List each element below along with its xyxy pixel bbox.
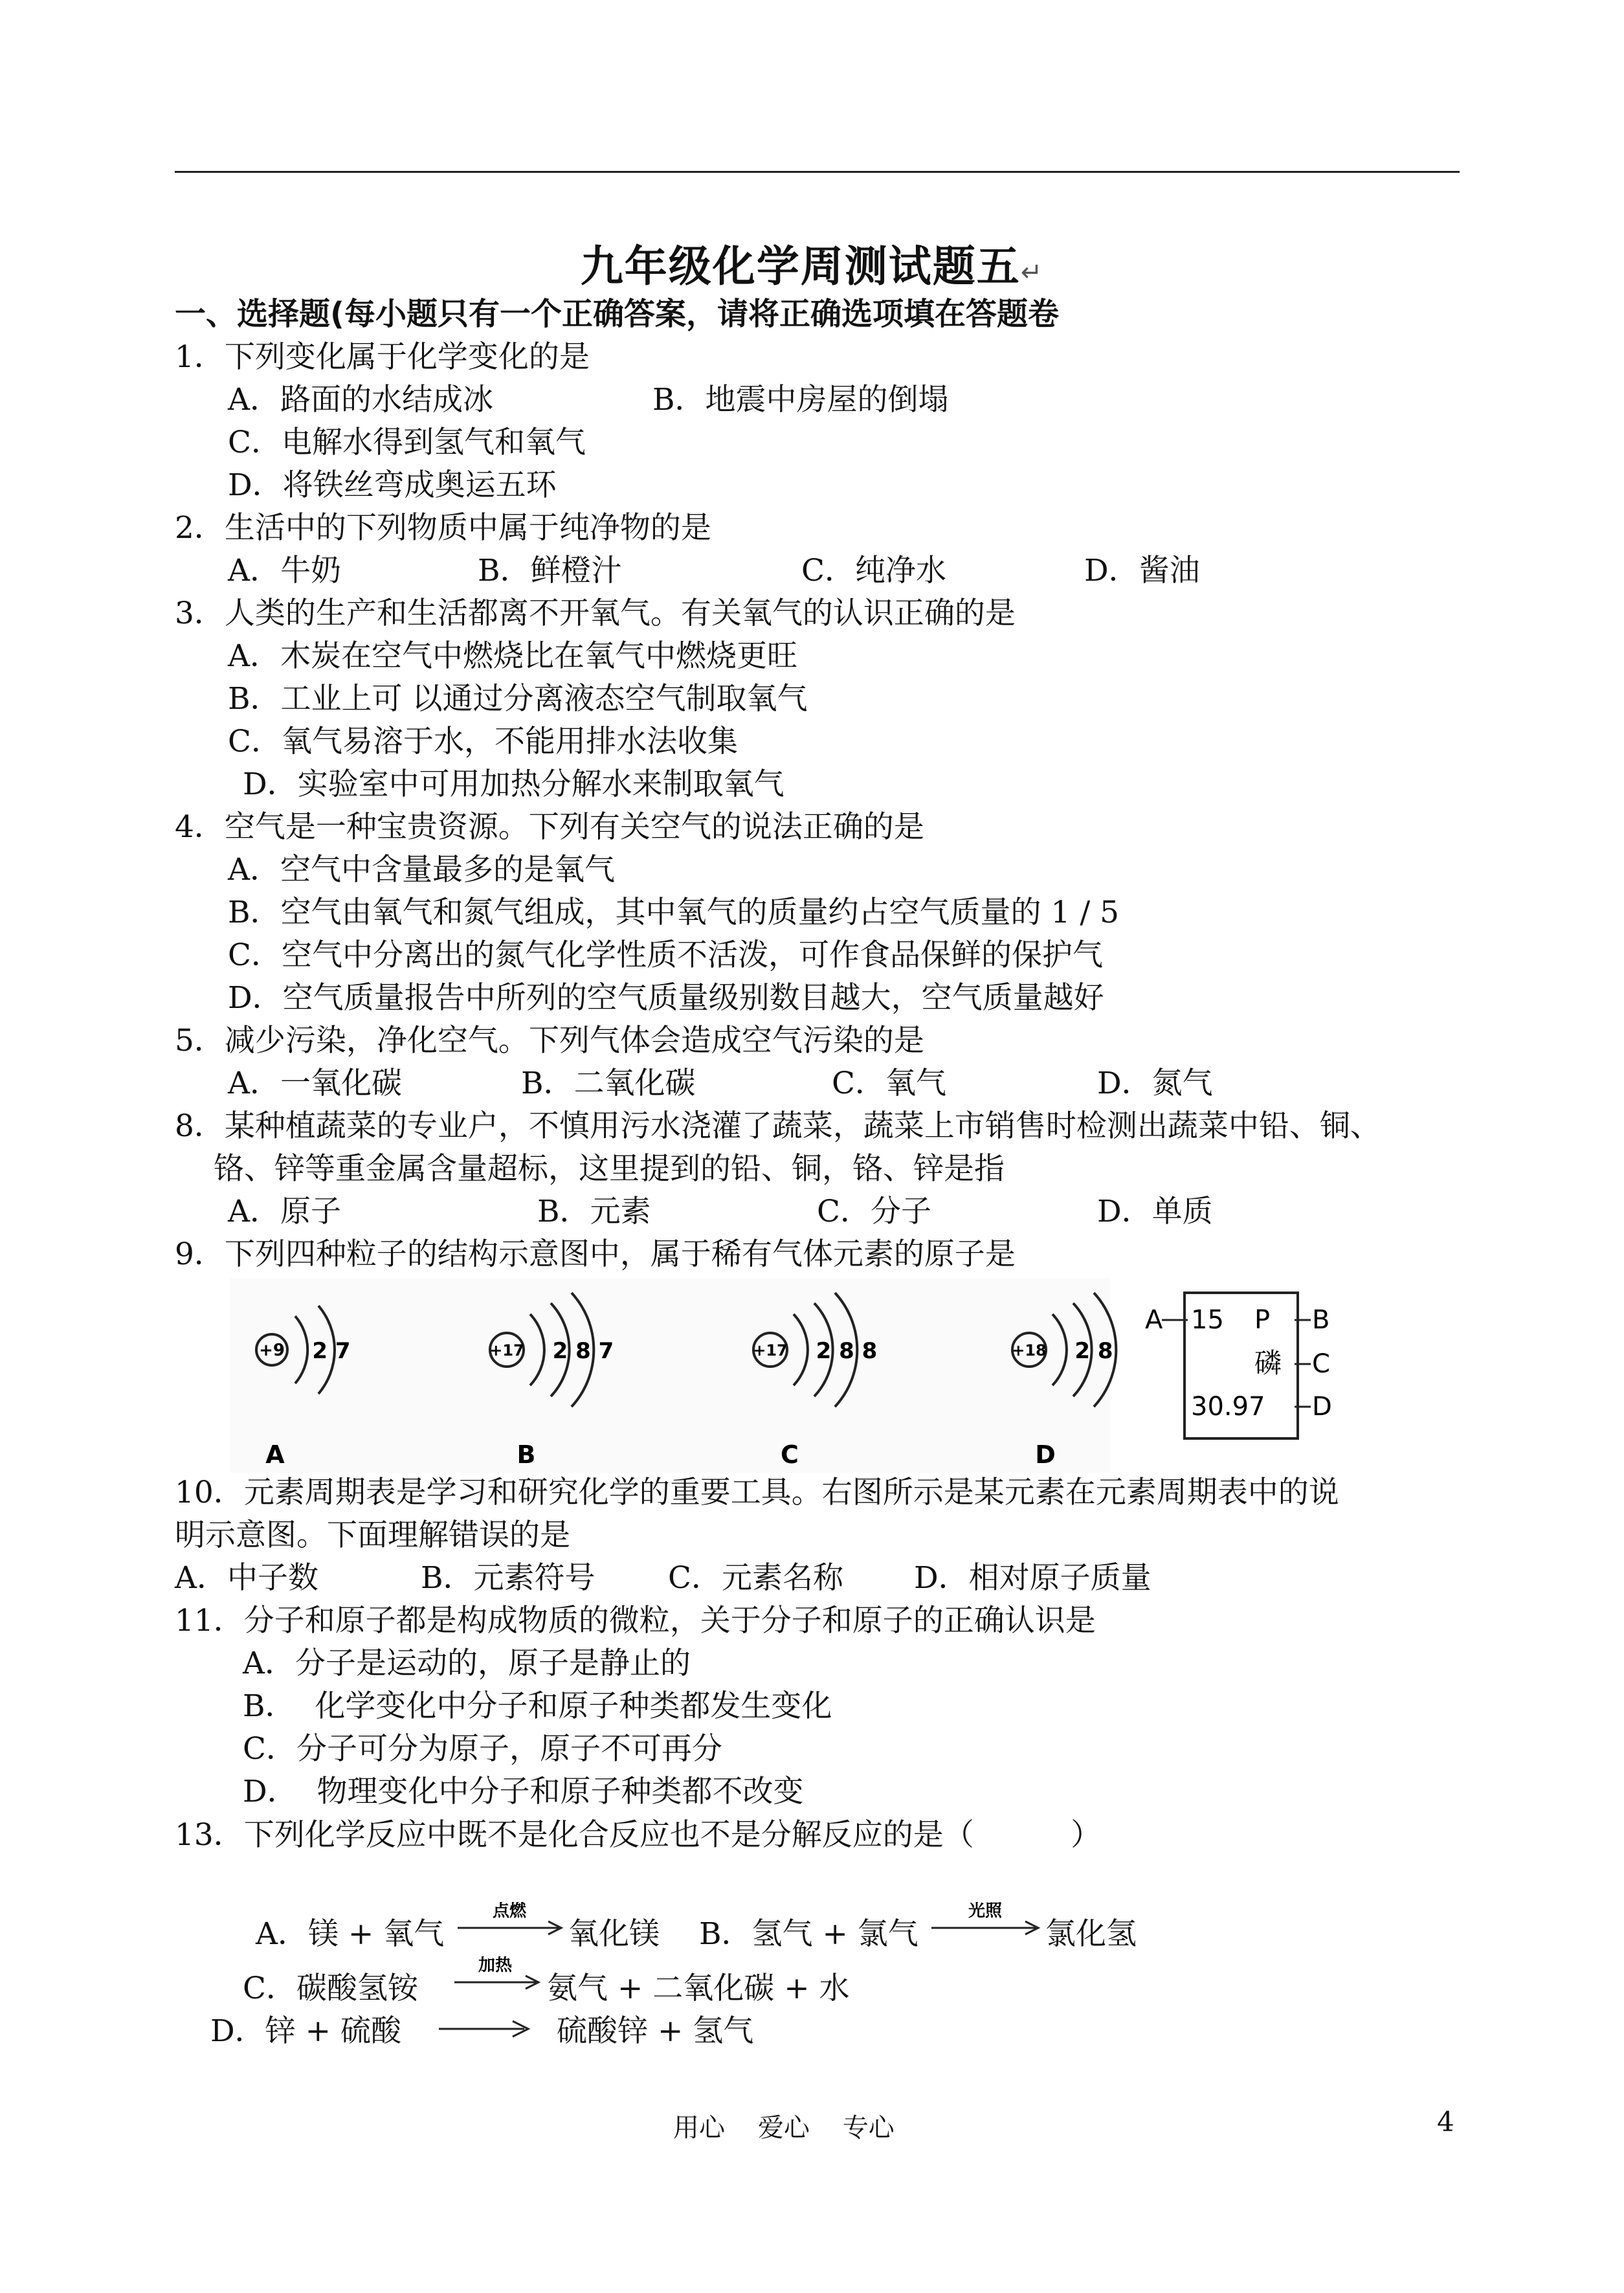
- q13-d-arrow: [438, 2016, 535, 2042]
- q4-option-c: C．空气中分离出的氮气化学性质不活泼，可作食品保鲜的保护气: [228, 937, 1103, 973]
- q13-option-d-reactants: D．锌 + 硫酸: [210, 2013, 401, 2049]
- q1-option-b: B．地震中房屋的倒塌: [652, 382, 949, 418]
- q1-option-a: A．路面的水结成冰: [228, 382, 493, 418]
- paragraph-mark: ↵: [1020, 258, 1044, 287]
- q1-stem: 1．下列变化属于化学变化的是: [175, 339, 590, 375]
- q13-b-arrow: [930, 1902, 1043, 1941]
- card-label-d: D: [1312, 1392, 1332, 1422]
- atom-a-shells: 2 7: [312, 1338, 351, 1364]
- title-text: 九年级化学周测试题五: [580, 241, 1021, 291]
- q8-option-c: C．分子: [817, 1194, 931, 1229]
- q13-c-arrow: [453, 1956, 544, 1995]
- page-title: [0, 232, 1624, 293]
- q13-option-c-reactants: C．碳酸氢铵: [243, 1971, 418, 2006]
- atom-d-nucleus: +18: [1012, 1341, 1047, 1359]
- q10-stem-line1: 10．元素周期表是学习和研究化学的重要工具。右图所示是某元素在元素周期表中的说: [175, 1475, 1339, 1510]
- page-number: 4: [1437, 2106, 1454, 2138]
- q9-stem: 9．下列四种粒子的结构示意图中，属于稀有气体元素的原子是: [175, 1236, 1016, 1272]
- atom-b-shells: 2 8 7: [552, 1338, 614, 1364]
- atom-a-label: A: [265, 1440, 285, 1469]
- q3-option-a: A．木炭在空气中燃烧比在氧气中燃烧更旺: [228, 638, 797, 674]
- q2-option-d: D．酱油: [1084, 553, 1200, 588]
- q8-option-b: B．元素: [537, 1194, 651, 1229]
- q13-b-condition: 光照: [968, 1902, 1003, 1921]
- q3-stem: 3．人类的生产和生活都离不开氧气。有关氧气的认识正确的是: [175, 596, 1016, 631]
- q4-option-a: A．空气中含量最多的是氧气: [228, 852, 615, 888]
- q11-option-c: C．分子可分为原子，原子不可再分: [243, 1731, 722, 1767]
- q10-option-a: A．中子数: [175, 1560, 318, 1596]
- q11-option-b: B． 化学变化中分子和原子种类都发生变化: [243, 1688, 832, 1724]
- q2-option-c: C．纯净水: [801, 553, 946, 588]
- card-atomic-mass: 30.97: [1191, 1392, 1265, 1422]
- atom-c-nucleus: +17: [753, 1341, 788, 1359]
- q5-option-a: A．一氧化碳: [228, 1066, 402, 1101]
- q13-c-condition: 加热: [478, 1956, 513, 1975]
- q13-stem: 13．下列化学反应中既不是化合反应也不是分解反应的是（ ）: [175, 1817, 1102, 1853]
- q3-option-d: D．实验室中可用加热分解水来制取氧气: [243, 766, 784, 802]
- q5-option-b: B．二氧化碳: [521, 1066, 696, 1101]
- q4-stem: 4．空气是一种宝贵资源。下列有关空气的说法正确的是: [175, 809, 924, 845]
- atom-structure-diagrams: [230, 1279, 1343, 1473]
- q2-stem: 2．生活中的下列物质中属于纯净物的是: [175, 510, 711, 546]
- atom-b-label: B: [517, 1440, 536, 1469]
- q13-option-a-reactants: A．镁 + 氧气: [256, 1916, 445, 1952]
- atom-b-nucleus: +17: [489, 1341, 524, 1359]
- q8-stem-line1: 8．某种植蔬菜的专业户，不慎用污水浇灌了蔬菜，蔬菜上市销售时检测出蔬菜中铅、铜、: [175, 1108, 1381, 1144]
- q4-option-b: B．空气由氧气和氮气组成，其中氧气的质量约占空气质量的 1 / 5: [228, 895, 1119, 930]
- q13-option-b-products: 氯化氢: [1045, 1916, 1137, 1952]
- q1-option-d: D．将铁丝弯成奥运五环: [228, 467, 557, 503]
- q8-option-d: D．单质: [1097, 1194, 1213, 1229]
- atom-d-shells: 2 8: [1074, 1338, 1113, 1364]
- q2-option-a: A．牛奶: [228, 553, 341, 588]
- atom-c-shells: 2 8 8: [816, 1338, 878, 1364]
- q13-option-c-products: 氨气 + 二氧化碳 + 水: [547, 1971, 850, 2006]
- q8-option-a: A．原子: [228, 1194, 341, 1229]
- card-symbol: P: [1254, 1305, 1271, 1335]
- q3-option-c: C．氧气易溶于水，不能用排水法收集: [228, 724, 738, 759]
- q5-option-d: D．氮气: [1097, 1066, 1213, 1101]
- q5-option-c: C．氧气: [832, 1066, 946, 1101]
- q10-option-b: B．元素符号: [421, 1560, 595, 1596]
- q10-option-c: C．元素名称: [668, 1560, 843, 1596]
- q10-stem-line2: 明示意图。下面理解错误的是: [175, 1517, 570, 1553]
- q1-option-c: C．电解水得到氢气和氧气: [228, 425, 586, 460]
- q3-option-b: B．工业上可 以通过分离液态空气制取氧气: [228, 681, 808, 717]
- atom-d-label: D: [1035, 1440, 1056, 1469]
- card-atomic-number: 15: [1191, 1305, 1224, 1335]
- q2-option-b: B．鲜橙汁: [478, 553, 622, 588]
- q13-a-condition: 点燃: [492, 1902, 527, 1921]
- q8-stem-line2: 铬、锌等重金属含量超标，这里提到的铅、铜，铬、锌是指: [214, 1151, 1005, 1187]
- atom-a-nucleus: +9: [259, 1341, 285, 1360]
- footer-motto: 用心 爱心 专心: [673, 2113, 895, 2143]
- atom-c-label: C: [781, 1440, 799, 1469]
- section-heading: 一、选择题(每小题只有一个正确答案，请将正确选项填在答题卷: [175, 296, 1059, 332]
- element-card: [1145, 1293, 1332, 1438]
- q11-stem: 11．分子和原子都是构成物质的微粒，关于分子和原子的正确认识是: [175, 1603, 1096, 1639]
- q10-option-d: D．相对原子质量: [914, 1560, 1151, 1596]
- card-label-b: B: [1312, 1305, 1330, 1335]
- card-element-name: 磷: [1254, 1347, 1282, 1379]
- q11-option-a: A．分子是运动的，原子是静止的: [243, 1646, 691, 1681]
- q5-stem: 5．减少污染，净化空气。下列气体会造成空气污染的是: [175, 1023, 924, 1058]
- q13-option-d-products: 硫酸锌 + 氢气: [557, 2013, 754, 2049]
- q4-option-d: D．空气质量报告中所列的空气质量级别数目越大，空气质量越好: [228, 980, 1104, 1016]
- card-label-c: C: [1312, 1349, 1330, 1379]
- q11-option-d: D． 物理变化中分子和原子种类都不改变: [243, 1774, 804, 1809]
- header-rule: [175, 171, 1460, 173]
- q13-option-a-products: 氧化镁: [568, 1916, 660, 1952]
- card-label-a: A: [1145, 1305, 1163, 1335]
- q13-a-arrow: [456, 1902, 566, 1941]
- q13-option-b-reactants: B．氢气 + 氯气: [699, 1916, 918, 1952]
